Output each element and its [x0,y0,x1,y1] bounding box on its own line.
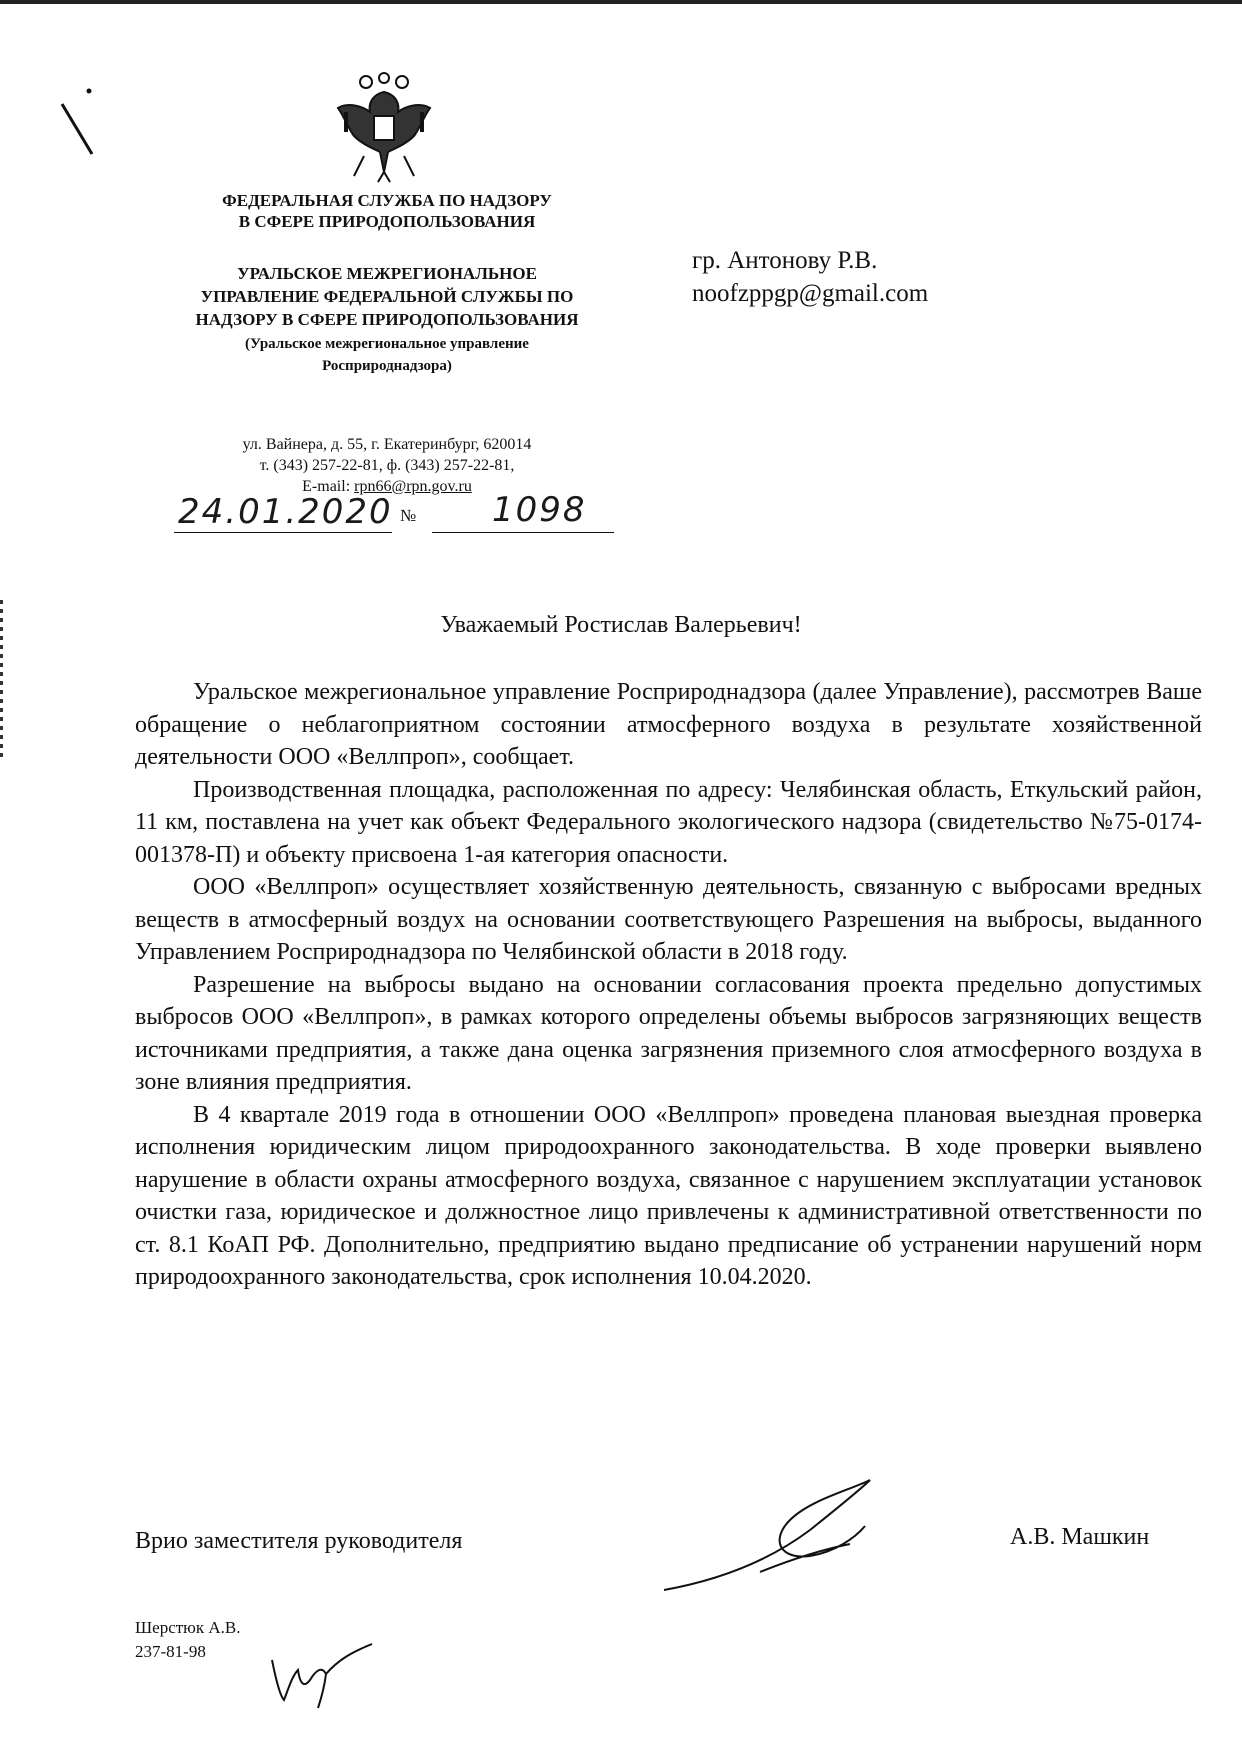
salutation: Уважаемый Ростислав Валерьевич! [440,612,802,638]
letterhead-contacts [140,434,634,497]
executor-phone: 237-81-98 [135,1642,206,1661]
email-label: E-mail: [302,478,351,495]
handwritten-number: 1098 [492,490,587,530]
handwritten-initials [268,1640,378,1710]
letterhead-phones: т. (343) 257-22-81, ф. (343) 257-22-81, [259,457,515,474]
addressee-block [692,244,928,310]
scan-edge [0,0,1242,4]
coat-of-arms-emblem [334,72,434,184]
body-paragraph: ООО «Веллпроп» осуществляет хозяйственную деятельность, связанную с выбросами вредных веществ в атмосферный воздух на основании соответствующего Разрешения на выбросы, выданного Управлением Росприроднадзора по Челябинской области в 2018 году. [135,874,1202,965]
handwritten-signature [660,1460,880,1600]
scan-mark [86,88,92,94]
agency-name: ФЕДЕРАЛЬНАЯ СЛУЖБА ПО НАДЗОРУ В СФЕРЕ ПРИРОДОПОЛЬЗОВАНИЯ [222,191,552,231]
registration-number-label: № [400,506,417,525]
body-paragraph: В 4 квартале 2019 года в отношении ООО «Веллпроп» проведена плановая выездная проверка исполнения юридическим лицом природоохранного законодательства. В ходе проверки выявлено нарушение в области охраны атмосферного воздуха, связанное с нарушением эксплуатации установок очистки газа, юридическое и должностное лицо привлечены к административной ответственности по ст. 8.1 КоАП РФ. Дополнительно, предприятию выдано предписание об устранении нарушений норм природоохранного законодательства, срок исполнения 10.04.2020. [135,1101,1202,1290]
division-name: УРАЛЬСКОЕ МЕЖРЕГИОНАЛЬНОЕ УПРАВЛЕНИЕ ФЕДЕРАЛЬНОЙ СЛУЖБЫ ПО НАДЗОРУ В СФЕРЕ ПРИРОДОПОЛЬЗОВАНИЯ [195,264,579,329]
signer-name: А.В. Машкин [1010,1524,1150,1550]
letter-body [135,676,1202,1294]
division-short-name: (Уральское межрегиональное управление Росприроднадзора) [245,336,529,374]
letterhead-address: ул. Вайнера, д. 55, г. Екатеринбург, 620014 [242,436,532,453]
executor-name: Шерстюк А.В. [135,1618,241,1637]
addressee-email: noofzppgp@gmail.com [692,280,929,307]
pen-stroke-mark [58,100,98,160]
body-paragraph: Производственная площадка, расположенная по адресу: Челябинская область, Еткульский район, 11 км, поставлена на учет как объект Федерального экологического надзора (свидетельство №75-0174-001378-П) и объекту присвоена 1-ая категория опасности. [135,776,1202,868]
addressee-name: гр. Антонову Р.В. [692,247,878,274]
executor-block [135,1616,241,1664]
body-paragraph: Разрешение на выбросы выдано на основании согласования проекта предельно допустимых выбросов ООО «Веллпроп», в рамках которого определены объемы выбросов загрязняющих веществ источниками предприятия, а также дана оценка загрязнения приземного слоя атмосферного воздуха в зоне влияния предприятия. [135,971,1202,1095]
letterhead-email-link[interactable]: rpn66@rpn.gov.ru [354,478,472,495]
signer-title: Врио заместителя руководителя [135,1528,463,1554]
handwritten-date: 24.01.2020 [178,492,393,532]
body-paragraph: Уральское межрегиональное управление Росприроднадзора (далее Управление), рассмотрев Ваше обращение о неблагоприятном состоянии атмосферного воздуха в результате хозяйственной деятельности ООО «Веллпроп», сообщает. [135,679,1202,770]
